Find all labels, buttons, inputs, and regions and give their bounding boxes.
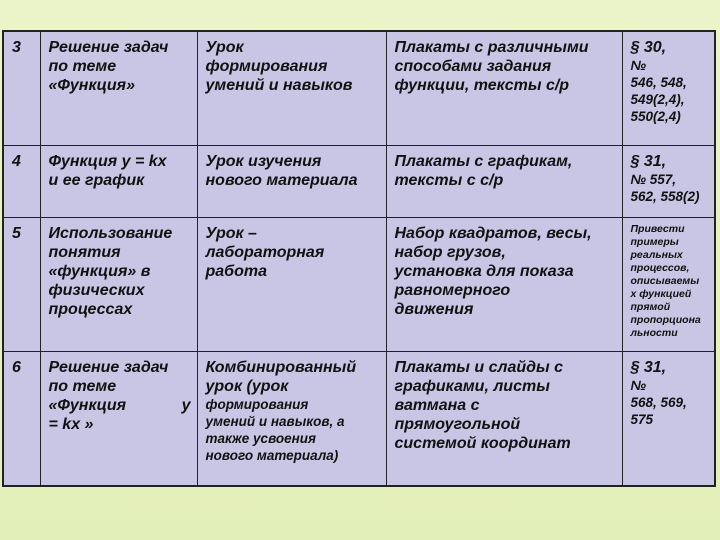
lesson-type-text: умений и навыков, а [205, 413, 345, 429]
row-number: 4 [3, 145, 40, 217]
lesson-type-text: работа [205, 262, 267, 280]
homework-text: 568, 569, [630, 394, 687, 410]
equipment-text: Плакаты и слайды с [394, 358, 564, 376]
homework-text: № [630, 377, 646, 393]
equipment-text: движения [394, 300, 474, 318]
homework-text: х функцией [630, 287, 692, 300]
topic-text: и ее график [48, 171, 145, 189]
homework-text: № 557, [630, 171, 676, 187]
topic-text: Решение задач [48, 39, 169, 56]
topic-text: «Функция» [48, 77, 135, 94]
topic-cell [40, 351, 197, 486]
lesson-type-cell [197, 145, 386, 217]
lesson-type-text: формирования [205, 396, 309, 412]
homework-text: прямой [630, 300, 671, 313]
topic-text: Решение задач [48, 358, 169, 376]
homework-text: описываемы [630, 274, 700, 287]
equipment-text: функции, тексты с/р [394, 77, 570, 94]
equipment-text: Набор квадратов, весы, [394, 224, 592, 242]
lesson-type-cell [197, 31, 386, 145]
homework-text: пропорциона [630, 313, 701, 326]
homework-text: процессов, [630, 261, 690, 274]
row-number: 3 [3, 31, 40, 145]
lesson-type-text: лабораторная [205, 243, 325, 261]
homework-text: 575 [630, 411, 654, 427]
table-row [3, 31, 715, 145]
topic-text: Функция y = kx [48, 152, 167, 170]
table-row [3, 217, 715, 351]
homework-text: § 31, [630, 152, 667, 170]
homework-text: § 31, [630, 358, 667, 376]
equipment-text: установка для показа [394, 262, 574, 280]
equipment-cell [386, 31, 622, 145]
homework-text: № [630, 58, 646, 73]
equipment-text: прямоугольной [394, 415, 521, 433]
topic-text: «Функция [48, 396, 127, 414]
lesson-type-text: также усвоения [205, 430, 316, 446]
topic-cell [40, 31, 197, 145]
lesson-type-text: Комбинированный [205, 358, 357, 376]
table-row [3, 145, 715, 217]
homework-text: 562, 558(2) [630, 188, 700, 204]
table-row [3, 351, 715, 486]
equipment-cell [386, 217, 622, 351]
topic-text: по теме [48, 377, 117, 395]
equipment-text: Плакаты с различными [394, 39, 589, 56]
equipment-text: набор грузов, [394, 243, 506, 261]
equipment-text: равномерного [394, 281, 511, 299]
homework-text: 549(2,4), [630, 92, 685, 107]
topic-text-justified [49, 396, 191, 415]
equipment-text: системой координат [394, 434, 571, 452]
lesson-type-cell [197, 351, 386, 486]
homework-text: 550(2,4) [630, 109, 681, 124]
homework-cell [622, 217, 715, 351]
lesson-type-text: нового материала [205, 171, 358, 189]
lesson-type-text: Урок изучения [205, 152, 322, 170]
lesson-plan-table [2, 30, 716, 487]
lesson-type-cell [197, 217, 386, 351]
homework-text: примеры [630, 235, 679, 248]
topic-text: физических [48, 281, 145, 299]
topic-text: понятия [48, 243, 121, 261]
lesson-type-text: Урок [205, 39, 244, 56]
homework-cell [622, 145, 715, 217]
row-number: 6 [3, 351, 40, 486]
homework-text: § 30, [630, 39, 667, 56]
lesson-type-text: Урок – [205, 224, 257, 242]
topic-text: y [181, 396, 191, 414]
equipment-cell [386, 351, 622, 486]
topic-cell [40, 217, 197, 351]
topic-text: по теме [48, 58, 117, 75]
topic-text: Использование [48, 224, 173, 242]
equipment-text: Плакаты с графикам, [394, 152, 573, 170]
topic-cell [40, 145, 197, 217]
row-number: 5 [3, 217, 40, 351]
lesson-type-text: умений и навыков [205, 77, 353, 94]
homework-text: 546, 548, [630, 75, 687, 90]
homework-cell [622, 351, 715, 486]
equipment-text: способами задания [394, 58, 552, 75]
equipment-text: ватмана с [394, 396, 480, 414]
equipment-text: тексты с с/р [394, 171, 504, 189]
homework-text: льности [630, 326, 678, 339]
homework-cell [622, 31, 715, 145]
lesson-type-text: урок (урок [205, 377, 289, 395]
topic-text: «функция» в [48, 262, 151, 280]
homework-text: реальных [630, 248, 683, 261]
homework-text: Привести [630, 222, 685, 235]
topic-text: процессах [48, 300, 133, 318]
equipment-text: графиками, листы [394, 377, 550, 395]
equipment-cell [386, 145, 622, 217]
lesson-type-text: формирования [205, 58, 328, 75]
topic-text: = kx » [48, 415, 94, 433]
lesson-type-text: нового материала) [205, 447, 339, 463]
